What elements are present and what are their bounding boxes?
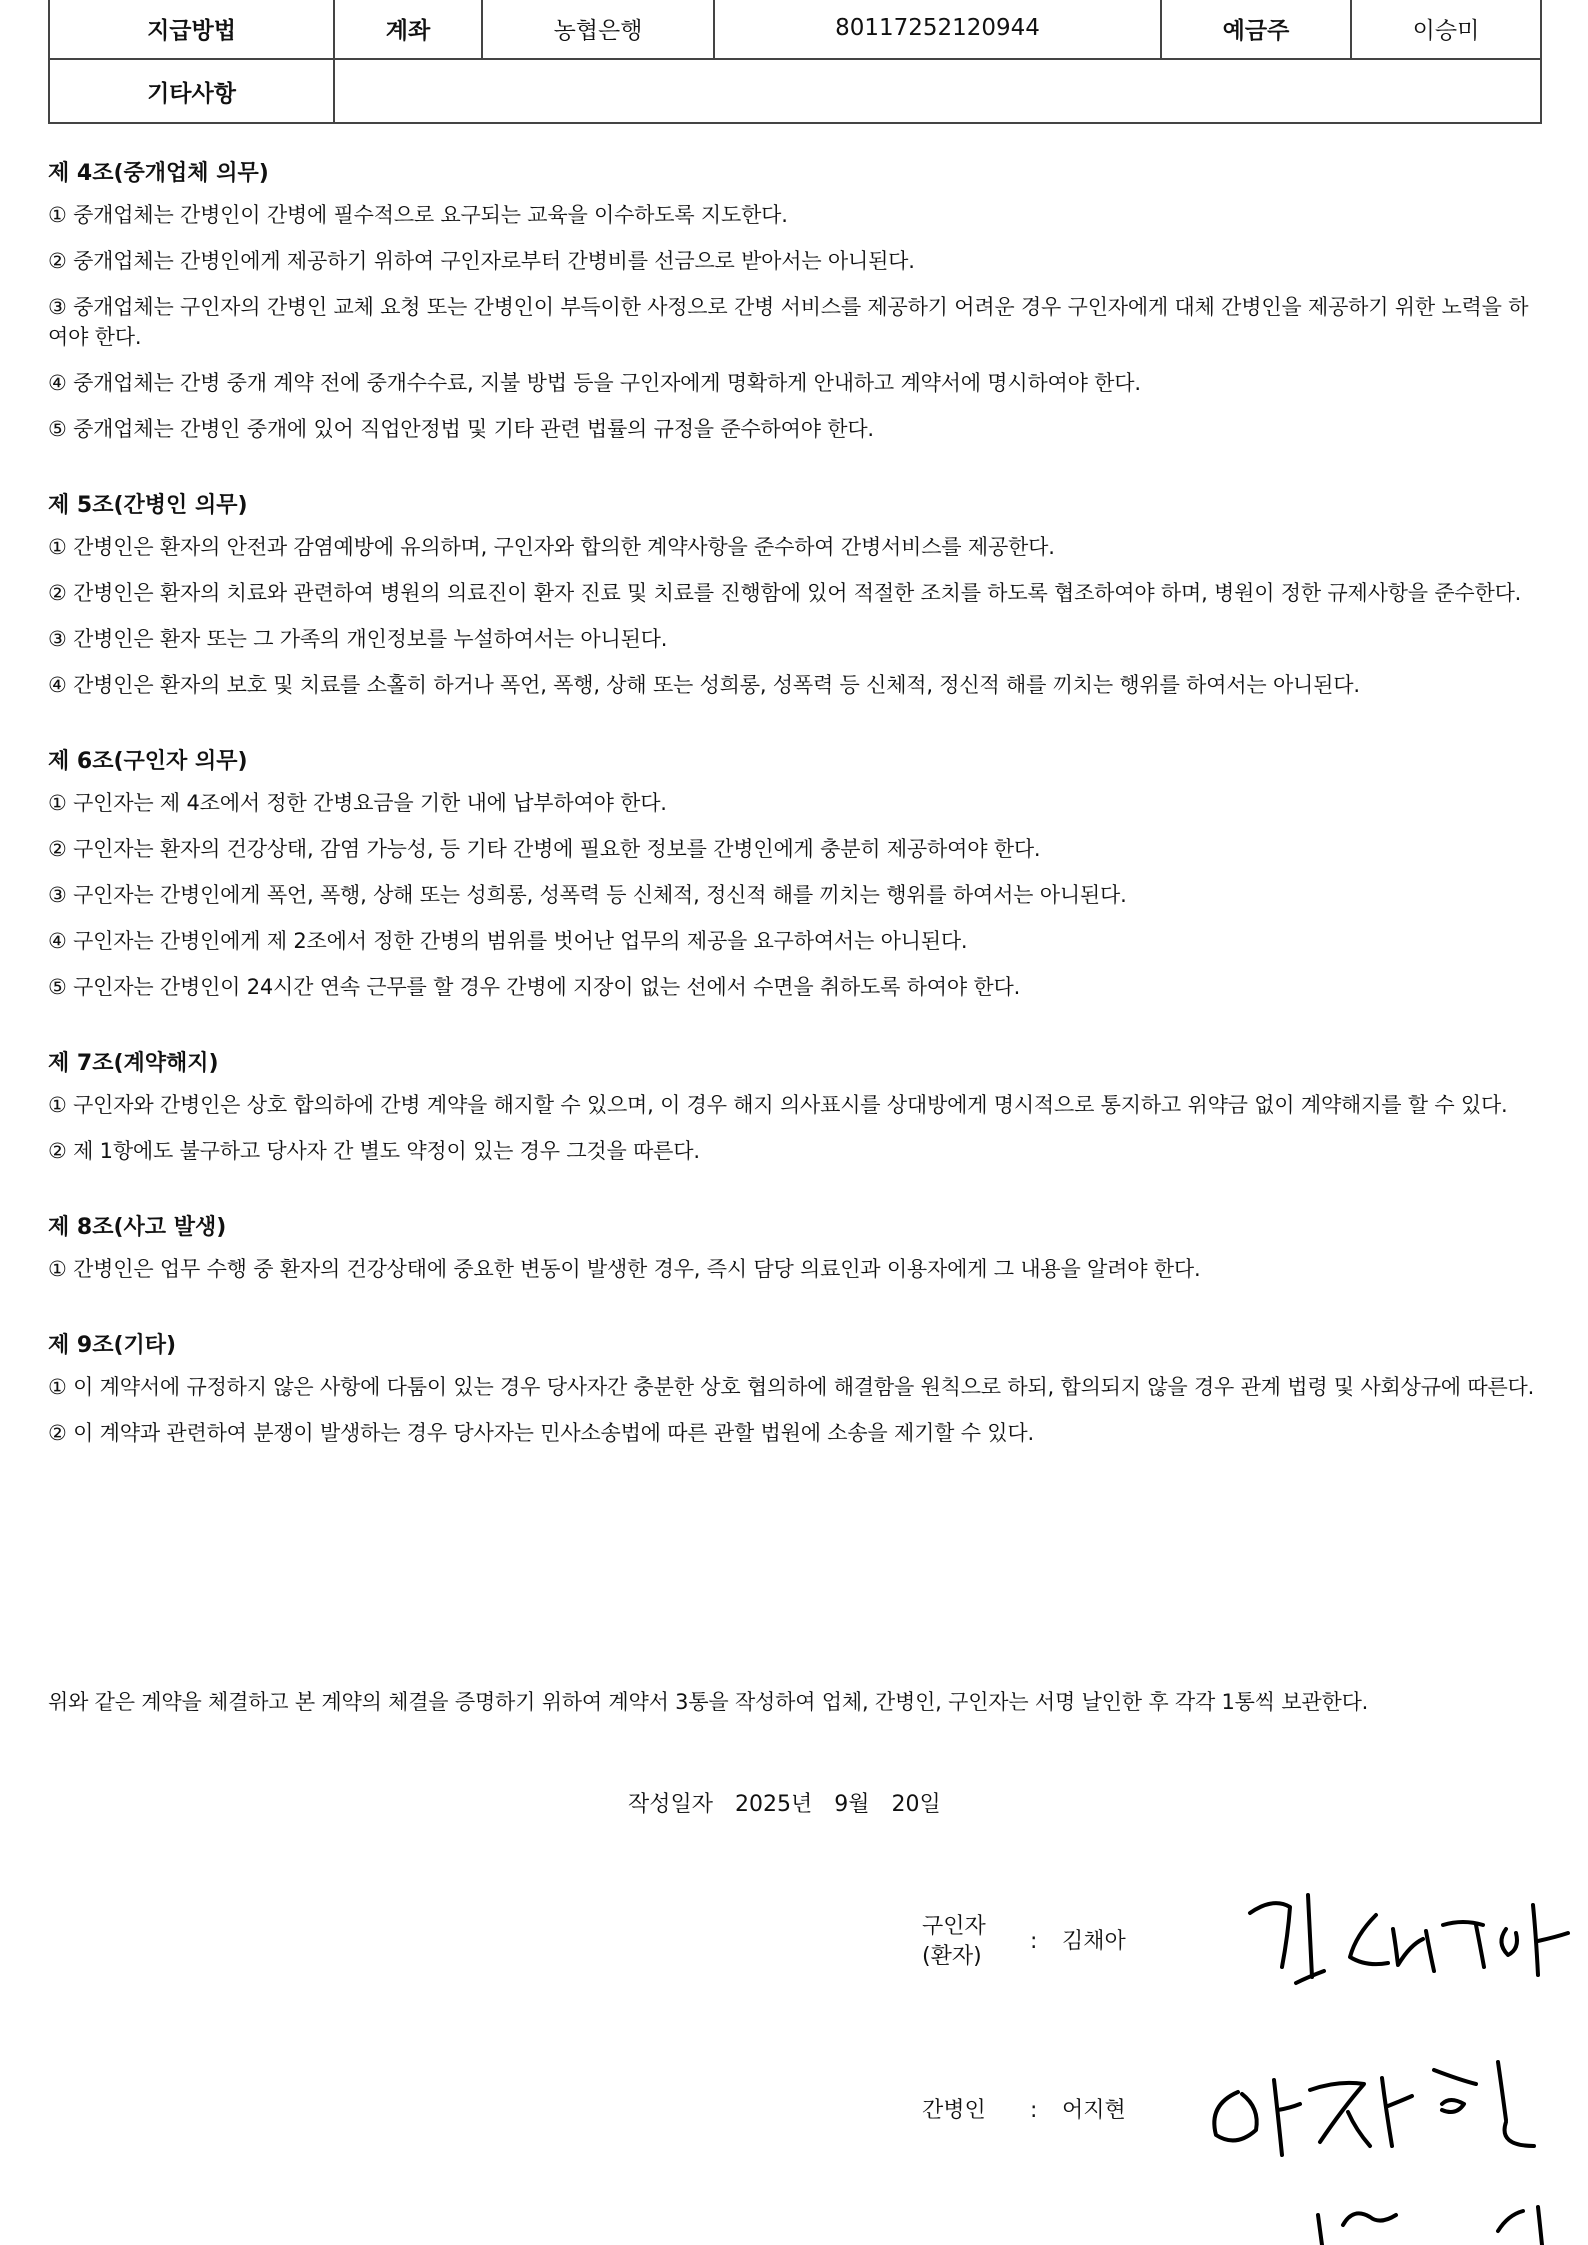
article-clause: ④ 구인자는 간병인에게 제 2조에서 정한 간병의 범위를 벗어난 업무의 제공을 요구하여서는 아니된다. <box>48 929 968 953</box>
signatory-role-line: (환자) <box>922 1944 982 1969</box>
date-year: 2025년 <box>735 1792 813 1817</box>
article-clause: ① 간병인은 환자의 안전과 감염예방에 유의하며, 구인자와 합의한 계약사항을 준수하여 간병서비스를 제공한다. <box>48 535 1055 559</box>
article-8 <box>48 1212 1540 1284</box>
article-clause: ② 이 계약과 관련하여 분쟁이 발생하는 경우 당사자는 민사소송법에 따른 관할 법원에 소송을 제기할 수 있다. <box>48 1421 1034 1445</box>
notes-value <box>334 59 1541 123</box>
payment-method-type: 계좌 <box>334 0 482 59</box>
contract-date <box>628 1789 963 1821</box>
caregiver-signature <box>1198 2050 1578 2170</box>
article-4 <box>48 158 1540 444</box>
account-number: 80117252120944 <box>714 0 1161 59</box>
notes-label: 기타사항 <box>49 59 334 123</box>
closing-statement: 위와 같은 계약을 체결하고 본 계약의 체결을 증명하기 위하여 계약서 3통을 작성하여 업체, 간병인, 구인자는 서명 날인한 후 각각 1통씩 보관한다. <box>48 1690 1369 1714</box>
article-clause: ① 구인자는 제 4조에서 정한 간병요금을 기한 내에 납부하여야 한다. <box>48 791 667 815</box>
article-9 <box>48 1330 1540 1448</box>
article-clause: ① 구인자와 간병인은 상호 합의하에 간병 계약을 해지할 수 있으며, 이 경우 해지 의사표시를 상대방에게 명시적으로 통지하고 위약금 없이 계약해지를 할 수 있다. <box>48 1093 1508 1117</box>
article-clause: ④ 중개업체는 간병 중개 계약 전에 중개수수료, 지불 방법 등을 구인자에게 명확하게 안내하고 계약서에 명시하여야 한다. <box>48 371 1141 395</box>
payment-table <box>48 0 1542 124</box>
article-clause: ④ 간병인은 환자의 보호 및 치료를 소홀히 하거나 폭언, 폭행, 상해 또는 성희롱, 성폭력 등 신체적, 정신적 해를 끼치는 행위를 하여서는 아니된다. <box>48 673 1360 697</box>
date-label: 작성일자 <box>628 1792 714 1817</box>
article-clause: ② 중개업체는 간병인에게 제공하기 위하여 구인자로부터 간병비를 선금으로 받아서는 아니된다. <box>48 249 915 273</box>
article-clause: ② 간병인은 환자의 치료와 관련하여 병원의 의료진이 환자 진료 및 치료를 진행함에 있어 적절한 조치를 하도록 협조하여야 하며, 병원이 정한 규제사항을 준수한다. <box>48 581 1522 605</box>
signatory-role <box>922 1912 1012 1972</box>
signature-fragment <box>1298 2195 1578 2245</box>
article-clause: ① 간병인은 업무 수행 중 환자의 건강상태에 중요한 변동이 발생한 경우, 즉시 담당 의료인과 이용자에게 그 내용을 알려야 한다. <box>48 1257 1201 1281</box>
payment-row <box>49 0 1541 59</box>
signatory-name: 김채아 <box>1062 1929 1126 1954</box>
article-title: 제 9조(기타) <box>48 1333 177 1358</box>
article-clause: ② 제 1항에도 불구하고 당사자 간 별도 약정이 있는 경우 그것을 따른다. <box>48 1139 700 1163</box>
article-clause: ③ 중개업체는 구인자의 간병인 교체 요청 또는 간병인이 부득이한 사정으로 간병 서비스를 제공하기 어려운 경우 구인자에게 대체 간병인을 제공하기 위한 노력을 하여야 한다. <box>48 295 1529 349</box>
notes-row <box>49 59 1541 123</box>
signatory-colon: : <box>1030 1929 1038 1954</box>
article-clause: ③ 구인자는 간병인에게 폭언, 폭행, 상해 또는 성희롱, 성폭력 등 신체적, 정신적 해를 끼치는 행위를 하여서는 아니된다. <box>48 883 1127 907</box>
signatory-role: 간병인 <box>922 2098 986 2123</box>
article-title: 제 8조(사고 발생) <box>48 1215 227 1240</box>
article-clause: ⑤ 구인자는 간병인이 24시간 연속 근무를 할 경우 간병에 지장이 없는 선에서 수면을 취하도록 하여야 한다. <box>48 975 1021 999</box>
article-clause: ① 중개업체는 간병인이 간병에 필수적으로 요구되는 교육을 이수하도록 지도한다. <box>48 203 788 227</box>
client-signature <box>1238 1885 1588 1995</box>
article-clause: ② 구인자는 환자의 건강상태, 감염 가능성, 등 기타 간병에 필요한 정보를 간병인에게 충분히 제공하여야 한다. <box>48 837 1041 861</box>
account-holder: 이승미 <box>1351 0 1541 59</box>
payment-method-label: 지급방법 <box>49 0 334 59</box>
signatory-role-line: 구인자 <box>922 1914 986 1939</box>
signatory-colon: : <box>1030 2098 1038 2123</box>
article-7 <box>48 1048 1540 1166</box>
signatory-name: 어지현 <box>1062 2098 1126 2123</box>
article-clause: ③ 간병인은 환자 또는 그 가족의 개인정보를 누설하여서는 아니된다. <box>48 627 668 651</box>
date-month: 9월 <box>834 1792 870 1817</box>
article-title: 제 5조(간병인 의무) <box>48 493 248 518</box>
account-holder-label: 예금주 <box>1161 0 1351 59</box>
article-title: 제 6조(구인자 의무) <box>48 749 248 774</box>
contract-articles <box>48 158 1540 1494</box>
article-clause: ① 이 계약서에 규정하지 않은 사항에 다툼이 있는 경우 당사자간 충분한 상호 협의하에 해결함을 원칙으로 하되, 합의되지 않을 경우 관계 법령 및 사회상규에 따른다. <box>48 1375 1535 1399</box>
article-clause: ⑤ 중개업체는 간병인 중개에 있어 직업안정법 및 기타 관련 법률의 규정을 준수하여야 한다. <box>48 417 874 441</box>
article-title: 제 7조(계약해지) <box>48 1051 219 1076</box>
article-6 <box>48 746 1540 1002</box>
bank-name: 농협은행 <box>482 0 714 59</box>
date-day: 20일 <box>891 1792 941 1817</box>
article-5 <box>48 490 1540 700</box>
article-title: 제 4조(중개업체 의무) <box>48 161 269 186</box>
